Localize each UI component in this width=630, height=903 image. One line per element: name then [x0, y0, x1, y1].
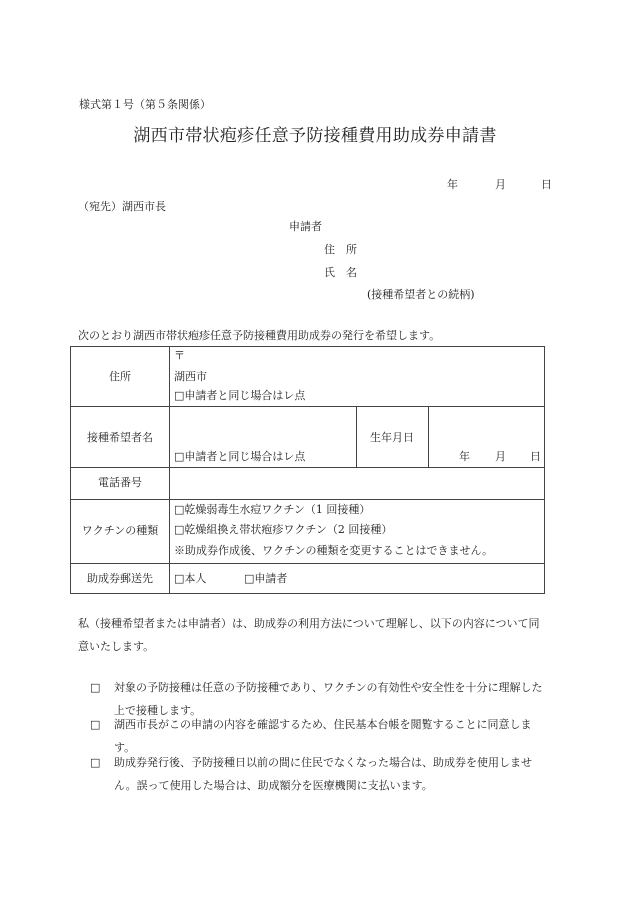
- applicant-heading: 申請者: [289, 220, 322, 233]
- date-month: 月: [495, 178, 506, 191]
- vaccine-option-recombinant-checkbox[interactable]: □乾燥組換え帯状疱疹ワクチン（2 回接種）: [174, 523, 393, 536]
- address-label: 住所: [109, 370, 131, 383]
- agreement-item-3: 助成券発行後、予防接種日以前の間に住民でなくなった場合は、助成券を使用しません。誤って使用した場合は、助成額分を医療機関に支払います。: [114, 756, 532, 792]
- agreement-checkbox-2[interactable]: □: [90, 718, 101, 731]
- mail-self-checkbox[interactable]: □本人: [174, 572, 207, 585]
- phone-label: 電話番号: [98, 476, 142, 489]
- address-same-as-applicant-checkbox[interactable]: □申請者と同じ場合はレ点: [174, 389, 306, 402]
- applicant-name-label: 氏 名: [324, 266, 357, 279]
- vaccine-type-label: ワクチンの種類: [81, 524, 159, 537]
- agreement-item-2: 湖西市長がこの申請の内容を確認するため、住民基本台帳を閲覧することに同意します。: [114, 718, 532, 754]
- address-city: 湖西市: [174, 370, 207, 383]
- addressee: （宛先）湖西市長: [78, 200, 166, 213]
- agreement-checkbox-1[interactable]: □: [90, 681, 101, 694]
- applicant-address-label: 住 所: [324, 243, 357, 256]
- date-day: 日: [541, 178, 552, 191]
- row-divider: [71, 499, 545, 500]
- birth-year: 年: [459, 450, 470, 463]
- agreement-item-1: 対象の予防接種は任意の予防接種であり、ワクチンの有効性や安全性を十分に理解した上で接種します。: [114, 681, 543, 717]
- birth-day: 日: [530, 450, 541, 463]
- vaccine-option-live-checkbox[interactable]: □乾燥弱毒生水痘ワクチン（1 回接種）: [174, 503, 371, 516]
- mail-applicant-checkbox[interactable]: □申請者: [244, 572, 288, 585]
- agreement-checkbox-3[interactable]: □: [90, 756, 101, 769]
- column-divider: [428, 406, 429, 467]
- birth-month: 月: [495, 450, 506, 463]
- person-name-label: 接種希望者名: [87, 431, 153, 444]
- row-divider: [71, 563, 545, 564]
- date-year: 年: [447, 178, 458, 191]
- agreement-intro: 私（接種希望者または申請者）は、助成券の利用方法について理解し、以下の内容について同意いたします。: [78, 617, 540, 653]
- document-title: 湖西市帯状疱疹任意予防接種費用助成券申請書: [133, 126, 497, 146]
- form-number: 様式第１号（第５条関係）: [79, 98, 211, 111]
- postal-mark: 〒: [174, 349, 185, 362]
- birth-date-label: 生年月日: [370, 431, 414, 444]
- row-divider: [71, 406, 545, 407]
- vaccine-note: ※助成券作成後、ワクチンの種類を変更することはできません。: [174, 544, 494, 557]
- column-divider: [169, 347, 170, 594]
- intro-text: 次のとおり湖西市帯状疱疹任意予防接種費用助成券の発行を希望します。: [78, 329, 441, 342]
- application-form-table: [70, 346, 545, 594]
- applicant-relation-label: (接種希望者との続柄): [367, 288, 475, 301]
- person-same-as-applicant-checkbox[interactable]: □申請者と同じ場合はレ点: [174, 450, 306, 463]
- mail-destination-label: 助成券郵送先: [87, 572, 153, 585]
- row-divider: [71, 467, 545, 468]
